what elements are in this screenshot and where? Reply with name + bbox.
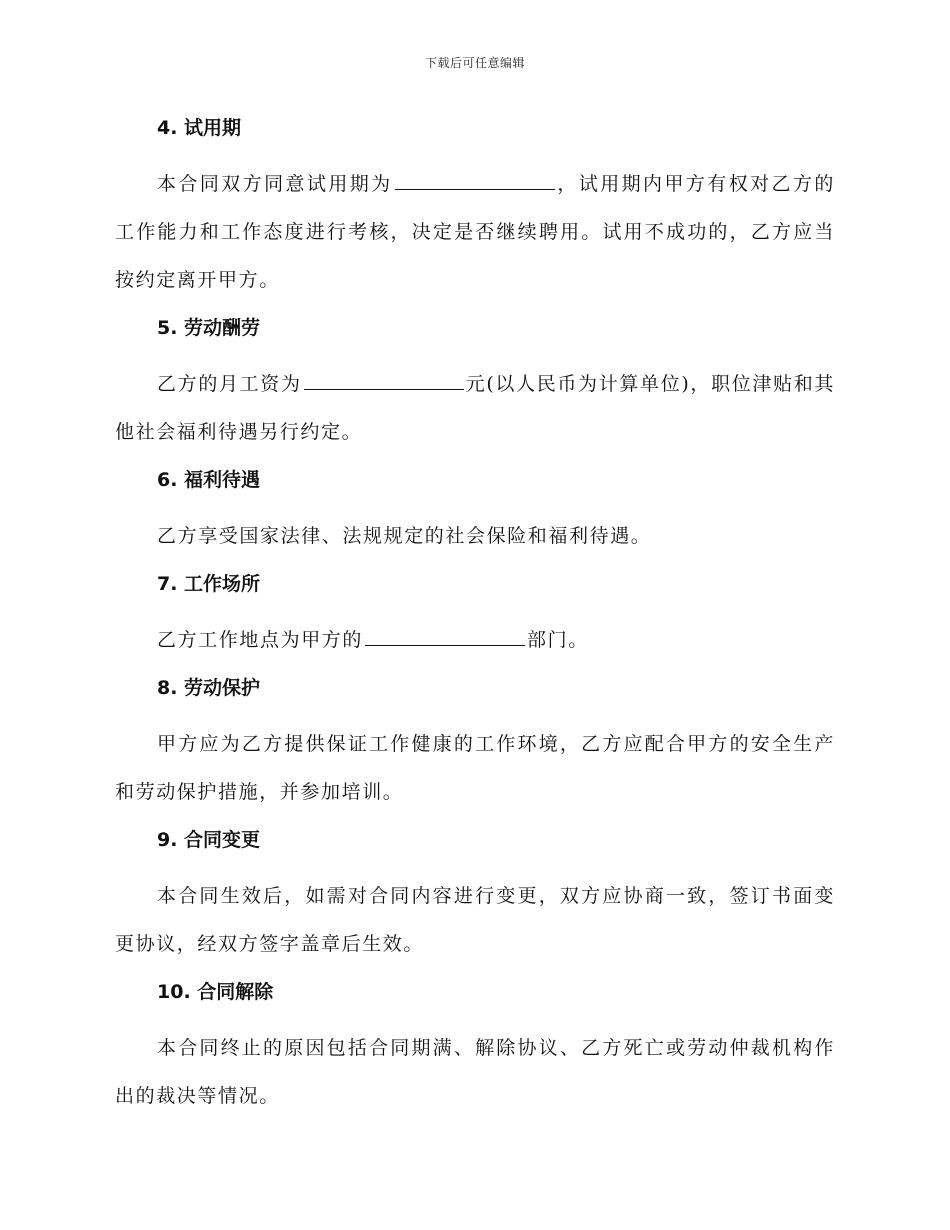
section-text-workplace: 乙方工作地点为甲方的 部门。 xyxy=(157,629,589,651)
section-text-probation: 本合同双方同意试用期为 ，试用期内甲方有权对乙方的工作能力和工作态度进行考核，决定是否继续聘用。试用不成功的，乙方应当按约定离开甲方。 xyxy=(115,173,835,291)
section-title-workplace: 7. 工作场所 xyxy=(157,573,261,595)
section-title-contract-change: 9. 合同变更 xyxy=(157,829,261,851)
probation-blank-line xyxy=(395,171,555,190)
section-text-labor-protection: 甲方应为乙方提供保证工作健康的工作环境，乙方应配合甲方的安全生产和劳动保护措施，并参加培训。 xyxy=(115,733,835,803)
section-text-contract-termination: 本合同终止的原因包括合同期满、解除协议、乙方死亡或劳动仲裁机构作出的裁决等情况。 xyxy=(115,1037,835,1107)
section-title-contract-termination: 10. 合同解除 xyxy=(157,981,274,1003)
section-text-benefits: 乙方享受国家法律、法规规定的社会保险和福利待遇。 xyxy=(157,525,652,547)
section-title-labor-protection: 8. 劳动保护 xyxy=(157,677,261,699)
salary-blank-line xyxy=(304,371,464,390)
section-text-contract-change: 本合同生效后，如需对合同内容进行变更，双方应协商一致，签订书面变更协议，经双方签字盖章后生效。 xyxy=(115,885,835,955)
section-title-remuneration: 5. 劳动酬劳 xyxy=(157,317,261,339)
document-body xyxy=(115,110,835,1126)
section-text-remuneration: 乙方的月工资为 元(以人民币为计算单位)，职位津贴和其他社会福利待遇另行约定。 xyxy=(115,373,835,443)
page-header: 下载后可任意编辑 xyxy=(424,56,525,70)
section-title-benefits: 6. 福利待遇 xyxy=(157,469,261,491)
section-title-probation: 4. 试用期 xyxy=(157,117,242,139)
department-blank-line xyxy=(365,627,525,646)
